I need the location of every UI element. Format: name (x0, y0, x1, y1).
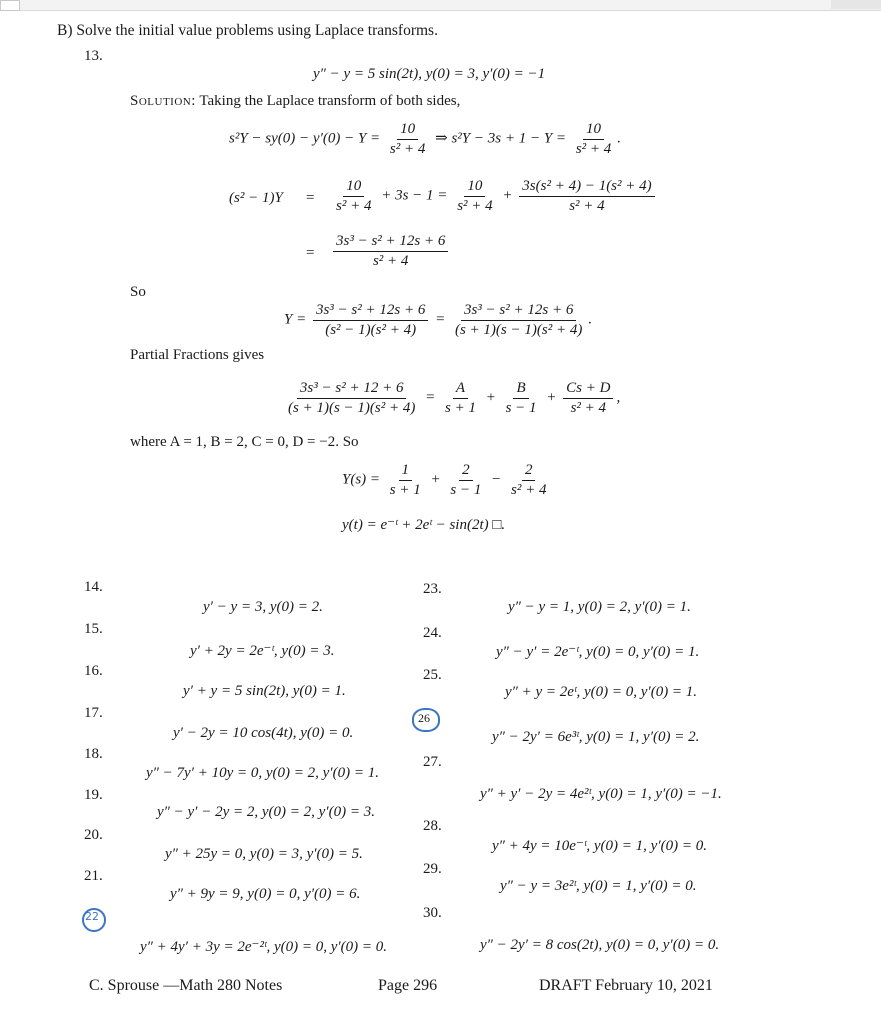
eq2-f2-num: 10 (464, 178, 485, 197)
viewer-tab-right (831, 0, 881, 9)
eq4-f2-num: 3s³ − s² + 12s + 6 (461, 302, 576, 321)
pf-a (442, 380, 479, 416)
pf-lhs-den: (s + 1)(s − 1)(s² + 4) (288, 399, 416, 416)
ys-f3-den: s² + 4 (510, 481, 547, 498)
problem-28-number: 28. (423, 818, 442, 834)
eq2-f1-num: 10 (343, 178, 364, 197)
problem-13-number: 13. (84, 48, 103, 64)
problem-26-equation: y″ − 2y′ = 6e³ᵗ, y(0) = 1, y′(0) = 2. (492, 729, 700, 745)
pf-plus-1: + (485, 389, 496, 406)
problem-26-number: 26 (418, 711, 430, 725)
solution-label: Solution: (130, 93, 196, 109)
pf-plus-2: + (546, 389, 557, 406)
pf-c (563, 380, 613, 416)
problem-20-equation: y″ + 25y = 0, y(0) = 3, y′(0) = 5. (165, 846, 363, 862)
problem-15-equation: y′ + 2y = 2e⁻ᵗ, y(0) = 3. (190, 643, 335, 659)
footer-page-number: Page 296 (378, 977, 438, 994)
eq1-frac-b-den: s² + 4 (575, 140, 612, 157)
eq2-fraction-1 (333, 178, 374, 214)
problem-28-equation: y″ + 4y = 10e⁻ᵗ, y(0) = 1, y′(0) = 0. (492, 838, 707, 854)
problem-24-equation: y″ − y′ = 2e⁻ᵗ, y(0) = 0, y′(0) = 1. (496, 644, 700, 660)
ys-fraction-2 (447, 462, 484, 498)
pf-b-num: B (513, 380, 528, 399)
pf-lhs-num: 3s³ − s² + 12 + 6 (297, 380, 407, 399)
partial-fractions-equation (282, 380, 620, 416)
problem-21-number: 21. (84, 868, 103, 884)
eq2-f2-den: s² + 4 (457, 197, 493, 214)
problem-27-equation: y″ + y′ − 2y = 4e²ᵗ, y(0) = 1, y′(0) = −1. (480, 786, 722, 802)
eq3-num: 3s³ − s² + 12s + 6 (333, 233, 448, 252)
eq2-f1-den: s² + 4 (336, 197, 372, 214)
problem-16-number: 16. (84, 663, 103, 679)
eq2-f3-num: 3s(s² + 4) − 1(s² + 4) (519, 178, 654, 197)
pf-c-den: s² + 4 (570, 399, 607, 416)
eq2-right (330, 178, 658, 214)
problem-19-equation: y″ − y′ − 2y = 2, y(0) = 2, y′(0) = 3. (157, 804, 375, 820)
solution-line (130, 93, 460, 110)
eq1-frac-b-num: 10 (583, 121, 604, 140)
eq2-plus: + (502, 187, 513, 204)
problem-24-number: 24. (423, 625, 442, 641)
pf-end: , (616, 389, 621, 406)
pf-a-den: s + 1 (444, 399, 476, 416)
problem-25-equation: y″ + y = 2eᵗ, y(0) = 0, y′(0) = 1. (505, 684, 698, 700)
pf-a-num: A (453, 380, 468, 399)
eq3-right (330, 233, 451, 269)
eq4-fraction-2 (452, 302, 585, 338)
eq4-f1-num: 3s³ − s² + 12s + 6 (313, 302, 428, 321)
eq1-end: . (617, 130, 622, 147)
eq1-frac-a-num: 10 (397, 121, 418, 140)
problem-13-statement: y″ − y = 5 sin(2t), y(0) = 3, y′(0) = −1 (313, 66, 546, 82)
eq3-den: s² + 4 (372, 252, 409, 269)
ys-minus: − (491, 471, 502, 488)
eq1-frac-a-den: s² + 4 (389, 140, 426, 157)
equation-Y (284, 302, 592, 338)
solution-intro: Taking the Laplace transform of both sides, (199, 93, 461, 109)
problem-18-number: 18. (84, 746, 103, 762)
ys-fraction-1 (387, 462, 424, 498)
problem-21-equation: y″ + 9y = 9, y(0) = 0, y′(0) = 6. (170, 886, 361, 902)
ys-f1-den: s + 1 (389, 481, 421, 498)
section-heading: B) Solve the initial value problems using Laplace transforms. (57, 22, 438, 39)
eq1-fraction-a (387, 121, 428, 157)
problem-30-number: 30. (423, 905, 442, 921)
ys-f1-num: 1 (399, 462, 413, 481)
viewer-top-bar (0, 0, 881, 11)
ys-f3-num: 2 (522, 462, 536, 481)
eq4-left: Y = (284, 311, 307, 328)
problem-17-equation: y′ − 2y = 10 cos(4t), y(0) = 0. (173, 725, 354, 741)
ys-fraction-3 (508, 462, 549, 498)
eq1-fraction-b (573, 121, 614, 157)
ys-left: Y(s) = (342, 471, 381, 488)
problem-27-number: 27. (423, 754, 442, 770)
problem-16-equation: y′ + y = 5 sin(2t), y(0) = 1. (183, 683, 346, 699)
problem-17-number: 17. (84, 705, 103, 721)
problem-30-equation: y″ − 2y′ = 8 cos(2t), y(0) = 0, y′(0) = 0. (480, 937, 720, 953)
partial-fractions-label: Partial Fractions gives (130, 347, 265, 363)
ys-plus: + (430, 471, 441, 488)
so-label: So (130, 284, 146, 300)
pf-equals: = (425, 389, 436, 406)
problem-22-equation: y″ + 4y′ + 3y = 2e⁻²ᵗ, y(0) = 0, y′(0) = 0. (140, 939, 388, 955)
problem-15-number: 15. (84, 621, 103, 637)
footer-draft-date: DRAFT February 10, 2021 (539, 977, 713, 994)
final-solution: y(t) = e⁻ᵗ + 2eᵗ − sin(2t) □. (342, 517, 506, 533)
eq2-fraction-2 (454, 178, 495, 214)
equation-transform (229, 121, 621, 157)
problem-25-number: 25. (423, 667, 442, 683)
footer-author: C. Sprouse —Math 280 Notes (89, 977, 283, 994)
problem-14-equation: y′ − y = 3, y(0) = 2. (203, 599, 323, 615)
problem-14-number: 14. (84, 579, 103, 595)
problem-19-number: 19. (84, 787, 103, 803)
ys-f2-den: s − 1 (450, 481, 482, 498)
problem-22-number: 22 (85, 910, 99, 923)
eq3-fraction (333, 233, 448, 269)
eq2-mid: + 3s − 1 = (381, 187, 448, 204)
pf-b (503, 380, 540, 416)
eq4-f2-den: (s + 1)(s − 1)(s² + 4) (454, 321, 583, 338)
problem-20-number: 20. (84, 827, 103, 843)
problem-23-equation: y″ − y = 1, y(0) = 2, y′(0) = 1. (508, 599, 691, 615)
eq4-end: . (588, 311, 593, 328)
eq1-left: s²Y − sy(0) − y′(0) − Y = (229, 130, 381, 147)
eq1-mid: ⇒ s²Y − 3s + 1 − Y = (435, 130, 567, 147)
problem-18-equation: y″ − 7y′ + 10y = 0, y(0) = 2, y′(0) = 1. (146, 765, 379, 781)
problem-29-equation: y″ − y = 3e²ᵗ, y(0) = 1, y′(0) = 0. (500, 878, 697, 894)
where-text: where A = 1, B = 2, C = 0, D = −2. So (130, 434, 359, 450)
pf-c-num: Cs + D (563, 380, 613, 399)
problem-23-number: 23. (423, 581, 442, 597)
eq4-equals: = (435, 311, 446, 328)
equation-Ys (342, 462, 552, 498)
eq4-f1-den: (s² − 1)(s² + 4) (325, 321, 417, 338)
eq4-fraction-1 (313, 302, 428, 338)
eq3-equals: = (306, 245, 315, 261)
eq2-equals: = (306, 190, 315, 206)
pf-b-den: s − 1 (505, 399, 537, 416)
ys-f2-num: 2 (459, 462, 473, 481)
eq2-f3-den: s² + 4 (569, 197, 605, 214)
pf-lhs (285, 380, 418, 416)
eq2-fraction-3 (519, 178, 654, 214)
eq2-left: (s² − 1)Y (229, 190, 283, 206)
problem-29-number: 29. (423, 861, 442, 877)
viewer-tab-left (0, 0, 20, 11)
